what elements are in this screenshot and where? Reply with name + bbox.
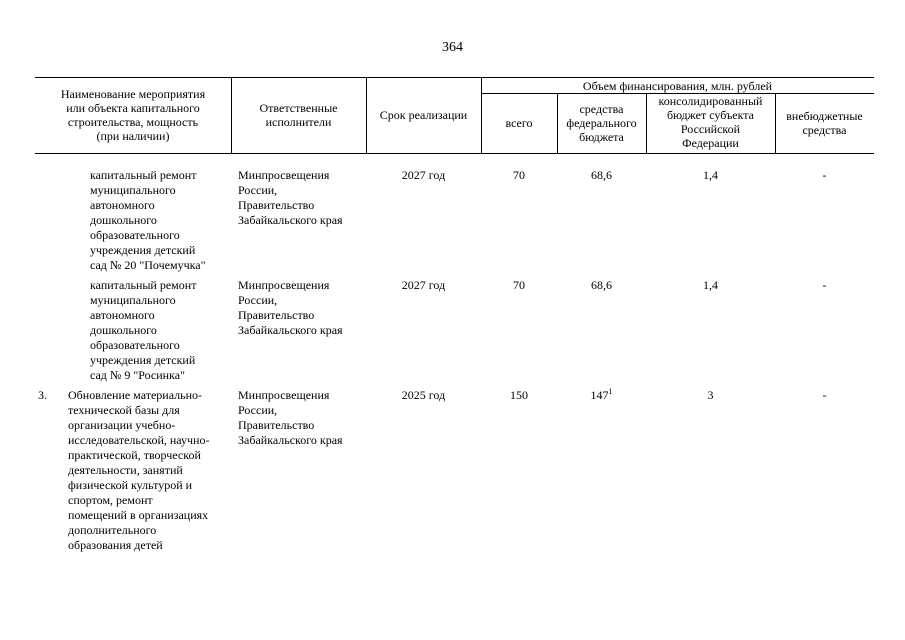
header-bottom-rule (35, 153, 874, 154)
row-2-offbudget: - (822, 278, 827, 292)
row-3-number: 3. (38, 388, 47, 402)
row-3-executors: Минпросвещения России, Правительство Забайкальского края (238, 388, 343, 447)
row-2-executors: Минпросвещения России, Правительство Забайкальского края (238, 278, 343, 337)
header-total: всего (505, 116, 533, 130)
header-funding-group: Объем финансирования, млн. рублей (582, 79, 773, 93)
row-3-total: 150 (510, 388, 528, 402)
footnote-marker: 1 (608, 387, 613, 396)
row-3-federal (557, 388, 646, 403)
row-2-period: 2027 год (401, 278, 446, 292)
header-name: Наименование мероприятия или объекта капитального строительства, мощность (при наличии) (60, 87, 206, 143)
row-2-total: 70 (513, 278, 525, 292)
page-number: 364 (442, 40, 463, 55)
row-1-regional: 1,4 (703, 168, 718, 182)
row-1-offbudget: - (822, 168, 827, 182)
header-federal: средства федерального бюджета (566, 102, 637, 144)
row-3-offbudget: - (822, 388, 827, 402)
row-3-name: Обновление материально- технической базы для организации учебно- исследовательской, научно- практической, творческой деятельности, занятий физической культурой и спортом, ремонт помещений в организациях дополнительного образования детей (68, 388, 210, 552)
row-3-period: 2025 год (401, 388, 446, 402)
header-period: Срок реализации (379, 108, 468, 122)
header-executors: Ответственные исполнители (259, 101, 338, 129)
row-1-name: капитальный ремонт муниципального автономного дошкольного образовательного учреждения детский сад № 20 "Почемучка" (90, 168, 206, 272)
row-1-period: 2027 год (401, 168, 446, 182)
row-1-total: 70 (513, 168, 525, 182)
row-2-name: капитальный ремонт муниципального автономного дошкольного образовательного учреждения детский сад № 9 "Росинка" (90, 278, 197, 382)
header-offbudget: внебюджетные средства (786, 109, 863, 137)
row-3-federal-value: 147 (590, 388, 609, 402)
table-top-rule (35, 77, 874, 78)
row-3-regional: 3 (707, 388, 714, 402)
row-1-executors: Минпросвещения России, Правительство Забайкальского края (238, 168, 343, 227)
header-regional: консолидированный бюджет субъекта Российской Федерации (658, 94, 763, 150)
row-1-federal: 68,6 (591, 168, 612, 182)
row-2-federal: 68,6 (591, 278, 612, 292)
row-2-regional: 1,4 (703, 278, 718, 292)
